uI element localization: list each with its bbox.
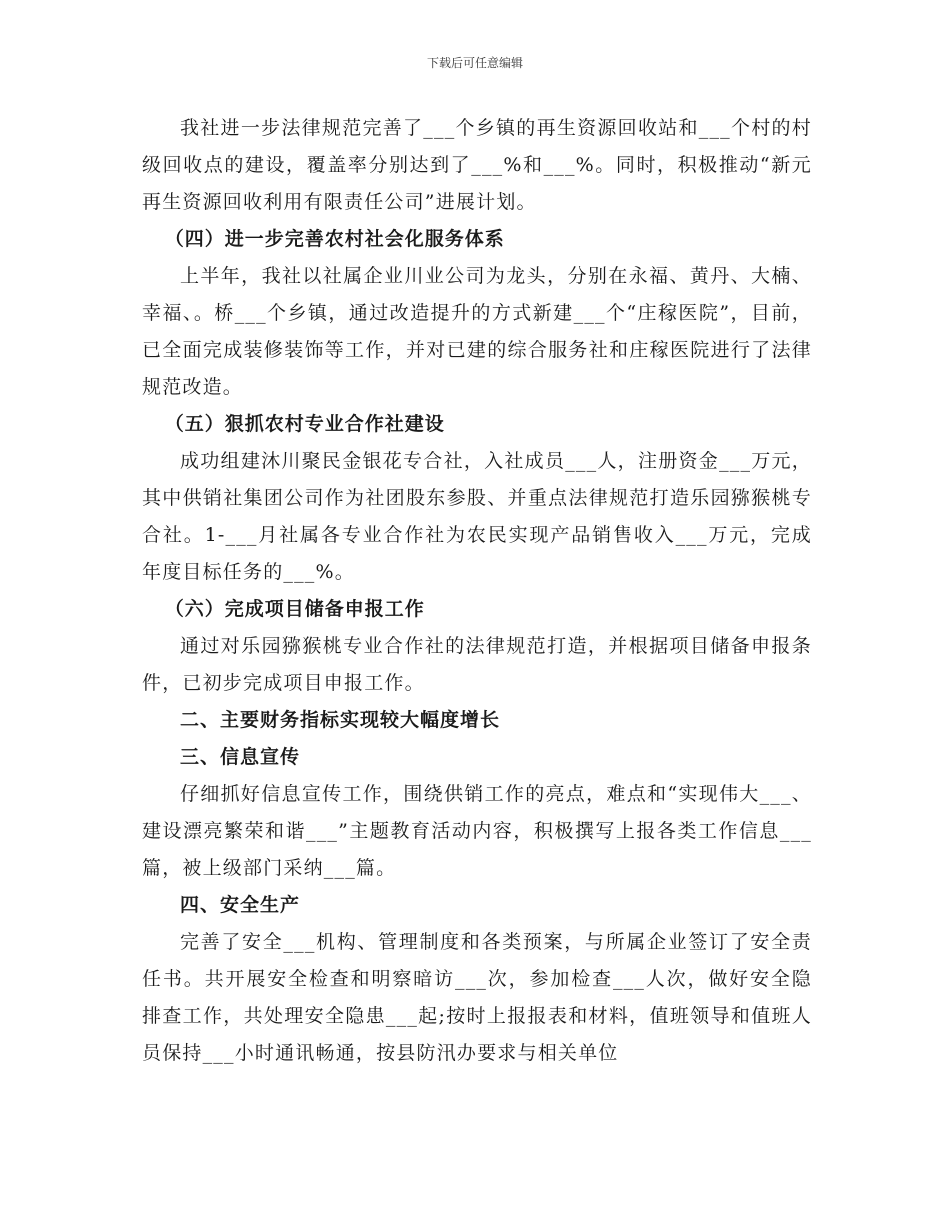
section-heading: 四、安全生产 bbox=[180, 894, 301, 916]
section-heading: （四）进一步完善农村社会化服务体系 bbox=[164, 228, 505, 250]
section-heading: 二、主要财务指标实现较大幅度增长 bbox=[180, 709, 501, 731]
section-heading: （六）完成项目储备申报工作 bbox=[164, 598, 425, 620]
section-heading: （五）狠抓农村专业合作社建设 bbox=[164, 413, 445, 435]
paragraph: 我社进一步法律规范完善了___个乡镇的再生资源回收站和___个村的村级回收点的建设，覆盖率分别达到了___%和___%。同时，积极推动“新元再生资源回收利用有限责任公司”进展计划。 bbox=[142, 117, 812, 213]
page-header: 下载后可任意编辑 bbox=[426, 56, 523, 70]
document-body bbox=[142, 110, 812, 1072]
paragraph: 成功组建沐川聚民金银花专合社，入社成员___人，注册资金___万元，其中供销社集团公司作为社团股东参股、并重点法律规范打造乐园猕猴桃专合社。1-___月社属各专业合作社为农民实现产品销售收入___万元，完成年度目标任务的___%。 bbox=[142, 450, 812, 583]
section-heading: 三、信息宣传 bbox=[180, 746, 301, 768]
paragraph: 仔细抓好信息宣传工作，围绕供销工作的亮点，难点和“实现伟大___、建设漂亮繁荣和谐___”主题教育活动内容，积极撰写上报各类工作信息___篇，被上级部门采纳___篇。 bbox=[142, 783, 812, 879]
paragraph: 上半年，我社以社属企业川业公司为龙头，分别在永福、黄丹、大楠、幸福、。桥___个乡镇，通过改造提升的方式新建___个“庄稼医院”，目前，已全面完成装修装饰等工作，并对已建的综合服务社和庄稼医院进行了法律规范改造。 bbox=[142, 265, 812, 398]
paragraph: 通过对乐园猕猴桃专业合作社的法律规范打造，并根据项目储备申报条件，已初步完成项目申报工作。 bbox=[142, 635, 812, 694]
paragraph: 完善了安全___机构、管理制度和各类预案，与所属企业签订了安全责任书。共开展安全检查和明察暗访___次，参加检查___人次，做好安全隐排查工作，共处理安全隐患___起;按时上报报表和材料，值班领导和值班人员保持___小时通讯畅通，按县防汛办要求与相关单位 bbox=[142, 931, 812, 1064]
